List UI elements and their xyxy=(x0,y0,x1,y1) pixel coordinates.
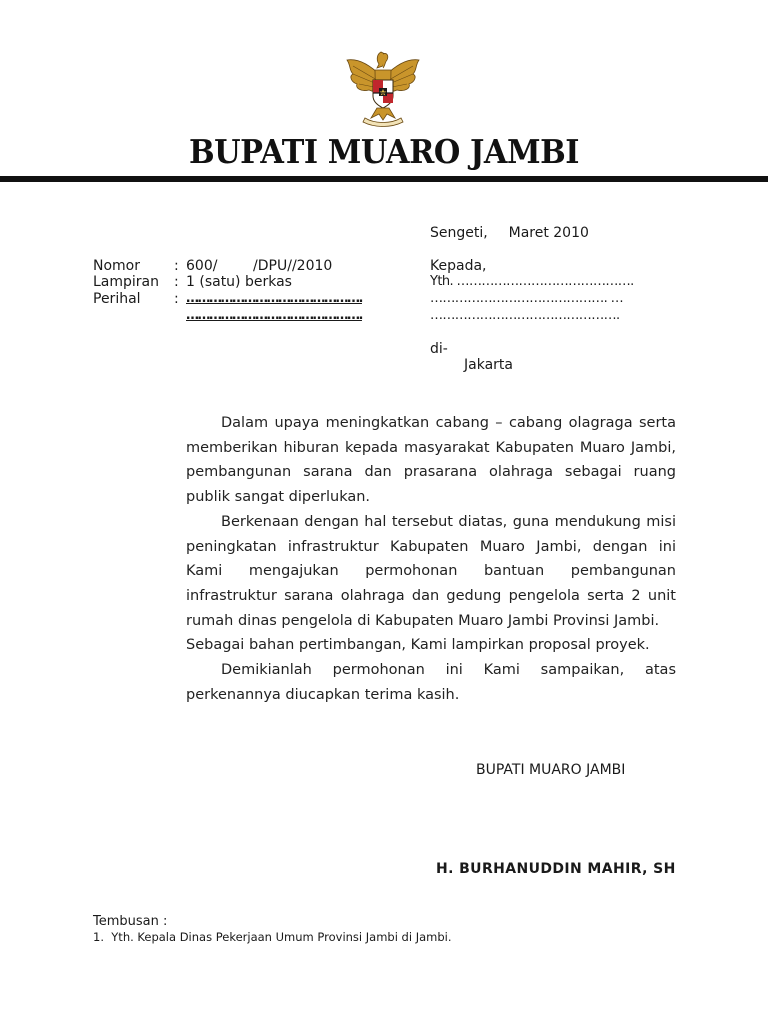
signer-title: BUPATI MUARO JAMBI xyxy=(476,762,626,778)
meta-perihal-label: Perihal xyxy=(93,291,141,307)
meta-nomor-value: 600/ /DPU//2010 xyxy=(186,258,333,274)
letterhead-divider xyxy=(0,176,768,182)
meta-perihal-value-line2: ………………………………………. xyxy=(186,308,362,323)
letterhead-title: BUPATI MUARO JAMBI xyxy=(188,132,580,171)
place: Sengeti, xyxy=(430,225,488,241)
signer-name: H. BURHANUDDIN MAHIR, SH xyxy=(436,861,676,877)
recipient-di: di- xyxy=(430,341,448,357)
meta-nomor-label: Nomor xyxy=(93,258,140,274)
meta-lampiran-label: Lampiran xyxy=(93,274,160,290)
recipient-kepada: Kepada, xyxy=(430,258,487,274)
place-date xyxy=(430,225,589,242)
tembusan-label: Tembusan : xyxy=(93,914,168,929)
meta-perihal-sep: : xyxy=(174,291,179,307)
meta-lampiran-value: 1 (satu) berkas xyxy=(186,274,292,290)
recipient-city: Jakarta xyxy=(464,357,513,373)
tembusan-item: 1. Yth. Kepala Dinas Pekerjaan Umum Provinsi Jambi di Jambi. xyxy=(93,930,452,944)
garuda-emblem-icon xyxy=(341,46,425,130)
meta-lampiran-sep: : xyxy=(174,274,179,290)
body-paragraph-3: Sebagai bahan pertimbangan, Kami lampirkan proposal proyek. xyxy=(186,637,650,654)
recipient-yth: Yth. ……………………………………. xyxy=(430,274,634,289)
body-paragraph-4: Demikianlah permohonan ini Kami sampaikan, atas perkenannya diucapkan terima kasih. xyxy=(186,662,676,703)
meta-nomor-sep: : xyxy=(174,258,179,274)
body-paragraph-2: Berkenaan dengan hal tersebut diatas, guna mendukung misi peningkatan infrastruktur Kabupaten Muaro Jambi, dengan ini Kami mengajukan permohonan bantuan pembangunan infrastruktur sarana olahraga dan gedung pengelola serta 2 unit rumah dinas pengelola di Kabupaten Muaro Jambi Provinsi Jambi. xyxy=(186,513,676,629)
recipient-line2: ……………………………………. … xyxy=(430,291,624,306)
recipient-line3: ………………………………………. xyxy=(430,308,620,323)
letter-body xyxy=(186,411,676,707)
body-paragraph-1: Dalam upaya meningkatkan cabang – cabang olagraga serta memberikan hiburan kepada masyarakat Kabupaten Muaro Jambi, pembangunan sarana dan prasarana olahraga sebagai ruang publik sangat diperlukan. xyxy=(186,415,676,506)
date: Maret 2010 xyxy=(508,225,589,241)
meta-perihal-value: ………………………………………. xyxy=(186,291,362,306)
